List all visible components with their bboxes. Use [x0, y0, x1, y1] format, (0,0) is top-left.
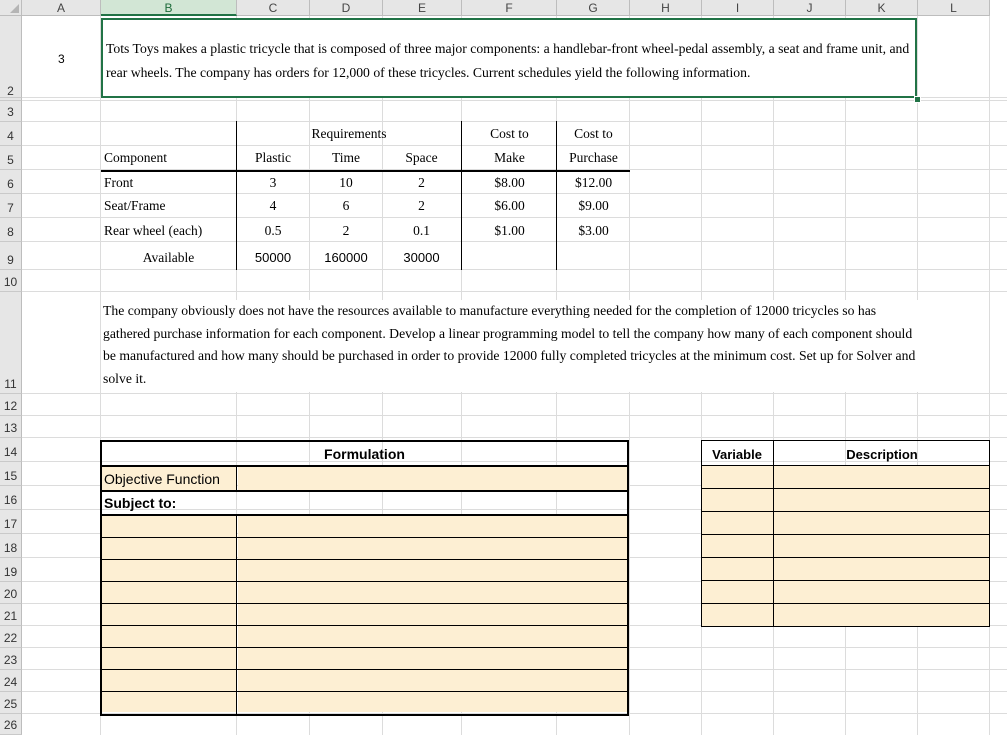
row-number: 6 — [7, 177, 14, 191]
variable-cell[interactable] — [702, 466, 773, 488]
constraint-formula-cell[interactable] — [238, 626, 627, 647]
row-header[interactable] — [0, 582, 22, 604]
row-number: 13 — [3, 421, 18, 435]
constraint-formula-cell[interactable] — [238, 604, 627, 625]
description-cell[interactable] — [774, 581, 989, 603]
column-header-g[interactable]: G — [557, 0, 630, 16]
column-header-b[interactable]: B — [101, 0, 237, 16]
variable-cell[interactable] — [702, 558, 773, 580]
constraint-label-cell[interactable] — [102, 648, 236, 669]
row-number: 5 — [7, 153, 14, 167]
variable-cell[interactable] — [702, 489, 773, 511]
available-space: 30000 — [403, 250, 440, 265]
cost-purchase-line2: Purchase — [569, 150, 618, 165]
constraint-label-cell[interactable] — [102, 604, 236, 625]
cost-purchase-value: $9.00 — [578, 198, 609, 213]
row-header[interactable] — [0, 534, 22, 558]
requirements-label: Requirements — [311, 126, 387, 141]
constraint-label-cell[interactable] — [102, 538, 236, 559]
intro-text: Tots Toys makes a plastic tricycle that is composed of three major components: a handlebar-front wheel-pedal assembly, a seat and frame unit, and rear wheels. The company has orders for 12,000 of these tricycles. Current schedules yield the following information. — [106, 41, 910, 80]
constraint-formula-cell[interactable] — [238, 516, 627, 537]
row-number: 2 — [7, 84, 14, 98]
row-header[interactable] — [0, 394, 22, 416]
column-header-k[interactable]: K — [846, 0, 918, 16]
constraint-formula-cell[interactable] — [238, 648, 627, 669]
column-header-h[interactable]: H — [630, 0, 702, 16]
subject-to-label: Subject to: — [104, 495, 177, 511]
task-text: The company obviously does not have the resources available to manufacture everything needed for the completion of 12000 tricycles so has gathered purchase information for each component. Develop a linear programming model to tell the company how many of each component should be manufactured and how many should be purchased in order to provide 12000 fully completed tricycles at the minimum cost. Set up for Solver and solve it. — [103, 303, 916, 386]
row-number: 19 — [3, 565, 18, 579]
row-number: 4 — [7, 129, 14, 143]
row-header[interactable] — [0, 101, 22, 122]
row-number: 14 — [3, 445, 18, 459]
row-header[interactable] — [0, 218, 22, 242]
row-number: 23 — [3, 653, 18, 667]
row-number: 7 — [7, 201, 14, 215]
cost-make-value: $6.00 — [494, 198, 525, 213]
row-number: 10 — [3, 275, 18, 289]
cost-purchase-value: $3.00 — [578, 223, 609, 238]
constraint-formula-cell[interactable] — [238, 692, 627, 712]
description-cell[interactable] — [774, 535, 989, 557]
row-header[interactable] — [0, 462, 22, 486]
objective-function-label: Objective Function — [104, 471, 220, 487]
row-number: 8 — [7, 225, 14, 239]
plastic-value: 4 — [269, 198, 277, 213]
task-text-cell[interactable] — [103, 300, 923, 392]
row-header[interactable] — [0, 670, 22, 692]
header-plastic: Plastic — [255, 150, 291, 165]
component-name: Seat/Frame — [104, 198, 166, 213]
cost-purchase-value: $12.00 — [574, 175, 613, 190]
column-header-e[interactable]: E — [383, 0, 462, 16]
row-number: 25 — [3, 697, 18, 711]
row-header[interactable] — [0, 292, 22, 394]
cost-purchase-line1: Cost to — [574, 126, 613, 141]
constraint-label-cell[interactable] — [102, 516, 236, 537]
component-name: Front — [104, 175, 134, 190]
row-header[interactable] — [0, 242, 22, 270]
header-space: Space — [405, 150, 438, 165]
variable-cell[interactable] — [702, 535, 773, 557]
row-header[interactable] — [0, 604, 22, 626]
constraint-label-cell[interactable] — [102, 692, 236, 712]
description-cell[interactable] — [774, 466, 989, 488]
description-header: Description — [846, 447, 918, 462]
constraint-label-cell[interactable] — [102, 626, 236, 647]
select-all-corner[interactable] — [0, 0, 22, 16]
row-header[interactable] — [0, 416, 22, 438]
variable-cell[interactable] — [702, 512, 773, 534]
objective-function-cell[interactable] — [238, 467, 627, 490]
row-number: 18 — [3, 541, 18, 555]
constraint-label-cell[interactable] — [102, 670, 236, 691]
column-header-i[interactable]: I — [702, 0, 774, 16]
header-time: Time — [331, 150, 360, 165]
row-header[interactable] — [0, 510, 22, 534]
cost-make-value: $8.00 — [494, 175, 525, 190]
column-header-c[interactable]: C — [237, 0, 310, 16]
time-value: 10 — [339, 175, 353, 190]
cost-make-line1: Cost to — [490, 126, 529, 141]
constraint-formula-cell[interactable] — [238, 560, 627, 581]
row-number: 17 — [3, 517, 18, 531]
plastic-value: 3 — [269, 175, 277, 190]
fill-handle[interactable] — [914, 96, 921, 103]
row-header[interactable] — [0, 692, 22, 714]
available-time: 160000 — [324, 250, 368, 265]
header-component: Component — [104, 150, 167, 165]
row-number: 3 — [7, 105, 14, 119]
row-header[interactable] — [0, 714, 22, 735]
row-number: 26 — [3, 718, 18, 732]
row-header[interactable] — [0, 558, 22, 582]
constraint-formula-cell[interactable] — [238, 582, 627, 603]
row-header[interactable] — [0, 438, 22, 462]
row-number: 21 — [3, 609, 18, 623]
row-number: 15 — [3, 469, 18, 483]
column-header-a[interactable]: A — [22, 0, 101, 16]
time-value: 2 — [342, 223, 350, 238]
time-value: 6 — [342, 198, 350, 213]
row-header[interactable] — [0, 170, 22, 194]
description-cell[interactable] — [774, 512, 989, 534]
row-header[interactable] — [0, 194, 22, 218]
variable-cell[interactable] — [702, 581, 773, 603]
variable-header: Variable — [712, 447, 762, 462]
row-number: 20 — [3, 587, 18, 601]
variable-cell[interactable] — [702, 604, 773, 626]
description-cell[interactable] — [774, 604, 989, 626]
column-header-l[interactable]: L — [918, 0, 990, 16]
intro-text-cell[interactable] — [101, 18, 917, 98]
constraint-formula-cell[interactable] — [238, 538, 627, 559]
constraint-formula-cell[interactable] — [238, 670, 627, 691]
row-number: 11 — [4, 377, 17, 391]
row-number: 9 — [7, 253, 14, 267]
column-header-d[interactable]: D — [310, 0, 383, 16]
component-name: Rear wheel (each) — [104, 223, 203, 238]
space-value: 2 — [418, 198, 425, 213]
column-header-f[interactable]: F — [462, 0, 557, 16]
cost-make-line2: Make — [494, 150, 525, 165]
constraint-label-cell[interactable] — [102, 582, 236, 603]
formulation-title: Formulation — [324, 446, 405, 462]
constraint-label-cell[interactable] — [102, 560, 236, 581]
column-header-j[interactable]: J — [774, 0, 846, 16]
description-cell[interactable] — [774, 489, 989, 511]
available-plastic: 50000 — [254, 250, 292, 265]
row-number: 12 — [3, 399, 18, 413]
row-header[interactable] — [0, 146, 22, 170]
row-number: 16 — [3, 493, 18, 507]
row-header[interactable] — [0, 270, 22, 292]
available-label: Available — [142, 250, 195, 265]
row-header[interactable] — [0, 648, 22, 670]
row-number: 3 — [58, 52, 65, 66]
row-header[interactable] — [0, 486, 22, 510]
row-header[interactable] — [0, 626, 22, 648]
row-header[interactable] — [0, 122, 22, 146]
space-value: 0.1 — [413, 223, 430, 238]
space-value: 2 — [418, 175, 425, 190]
plastic-value: 0.5 — [264, 223, 282, 238]
description-cell[interactable] — [774, 558, 989, 580]
cost-make-value: $1.00 — [494, 223, 525, 238]
row-number: 22 — [3, 631, 18, 645]
row-number: 24 — [3, 675, 18, 689]
